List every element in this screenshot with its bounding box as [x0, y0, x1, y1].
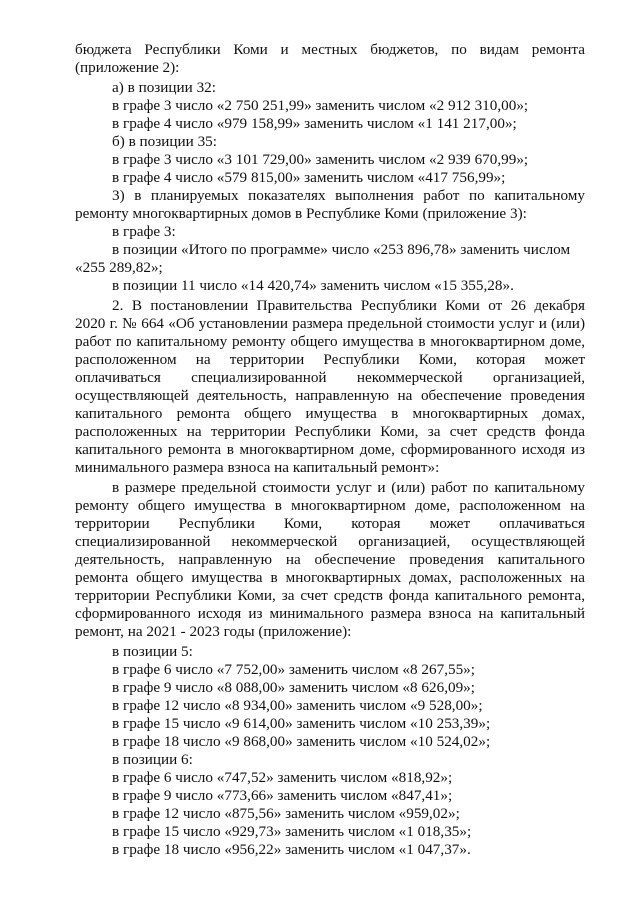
- text-line: в графе 6 число «747,52» заменить числом «818,92»;: [112, 769, 453, 786]
- text-line: бюджета Республики Коми и местных бюджетов, по видам ремонта: [75, 41, 585, 58]
- text-line: в позиции 6:: [112, 751, 193, 768]
- text-line: б) в позиции 35:: [112, 133, 217, 150]
- text-line: в графе 9 число «8 088,00» заменить числом «8 626,09»;: [112, 679, 475, 696]
- text-line: в графе 12 число «875,56» заменить числом «959,02»;: [112, 805, 460, 822]
- text-line: в графе 12 число «8 934,00» заменить числом «9 528,00»;: [112, 697, 483, 714]
- text-line: осуществляющей деятельность, направленную на обеспечение проведения: [75, 387, 585, 404]
- text-line: сформированного исходя из минимального размера взноса на капитальный: [75, 605, 585, 622]
- text-line: специализированной некоммерческой организацией, осуществляющей: [75, 533, 585, 550]
- text-line: (приложение 2):: [75, 59, 180, 76]
- text-line: в графе 18 число «9 868,00» заменить числом «10 524,02»;: [112, 733, 491, 750]
- text-line: ремонт, на 2021 - 2023 годы (приложение):: [75, 623, 352, 640]
- text-line: в графе 15 число «9 614,00» заменить числом «10 253,39»;: [112, 715, 491, 732]
- text-line: 2. В постановлении Правительства Республики Коми от 26 декабря: [112, 297, 585, 314]
- text-line: оплачиваться специализированной некоммерческой организацией,: [75, 369, 585, 386]
- text-line: расположенных на территории Республики Коми, за счет средств фонда: [75, 423, 585, 440]
- text-line: в графе 4 число «979 158,99» заменить числом «1 141 217,00»;: [112, 115, 517, 132]
- text-line: ремонту многоквартирных домов в Республике Коми (приложение 3):: [75, 205, 527, 222]
- text-line: капитального ремонта общего имущества в многоквартирных домах,: [75, 405, 585, 422]
- text-line: в позиции 11 число «14 420,74» заменить числом «15 355,28».: [112, 277, 514, 294]
- text-line: ремонту общего имущества в многоквартирном доме, расположенном на: [75, 497, 585, 514]
- text-line: капитального ремонта в многоквартирном доме, сформированного исходя из: [75, 441, 585, 458]
- text-line: в графе 9 число «773,66» заменить числом «847,41»;: [112, 787, 453, 804]
- text-line: а) в позиции 32:: [112, 79, 216, 96]
- text-line: ремонта общего имущества в многоквартирных домах, расположенных на: [75, 569, 585, 586]
- text-line: в графе 3:: [112, 223, 176, 240]
- text-line: расположенном на территории Республики Коми, которая может: [75, 351, 585, 368]
- text-line: в графе 4 число «579 815,00» заменить числом «417 756,99»;: [112, 169, 506, 186]
- text-line: в позиции 5:: [112, 643, 193, 660]
- text-line: 2020 г. № 664 «Об установлении размера предельной стоимости услуг и (или): [75, 315, 585, 332]
- text-line: территории Республики Коми, которая может оплачиваться: [75, 515, 585, 532]
- text-line: в позиции «Итого по программе» число «253 896,78» заменить числом: [112, 241, 571, 258]
- text-line: 3) в планируемых показателях выполнения работ по капитальному: [112, 187, 585, 204]
- text-line: в графе 3 число «3 101 729,00» заменить числом «2 939 670,99»;: [112, 151, 529, 168]
- text-line: в графе 18 число «956,22» заменить числом «1 047,37».: [112, 841, 471, 858]
- text-line: территории Республики Коми, за счет средств фонда капитального ремонта,: [75, 587, 585, 604]
- text-line: минимального размера взноса на капитальный ремонт»:: [75, 459, 440, 476]
- text-line: работ по капитальному ремонту общего имущества в многоквартирном доме,: [75, 333, 585, 350]
- text-line: в графе 3 число «2 750 251,99» заменить числом «2 912 310,00»;: [112, 97, 529, 114]
- text-line: в размере предельной стоимости услуг и (или) работ по капитальному: [112, 479, 585, 496]
- text-line: в графе 6 число «7 752,00» заменить числом «8 267,55»;: [112, 661, 475, 678]
- text-line: в графе 15 число «929,73» заменить числом «1 018,35»;: [112, 823, 472, 840]
- text-line: деятельность, направленную на обеспечение проведения капитального: [75, 551, 585, 568]
- text-line: «255 289,82»;: [75, 259, 163, 276]
